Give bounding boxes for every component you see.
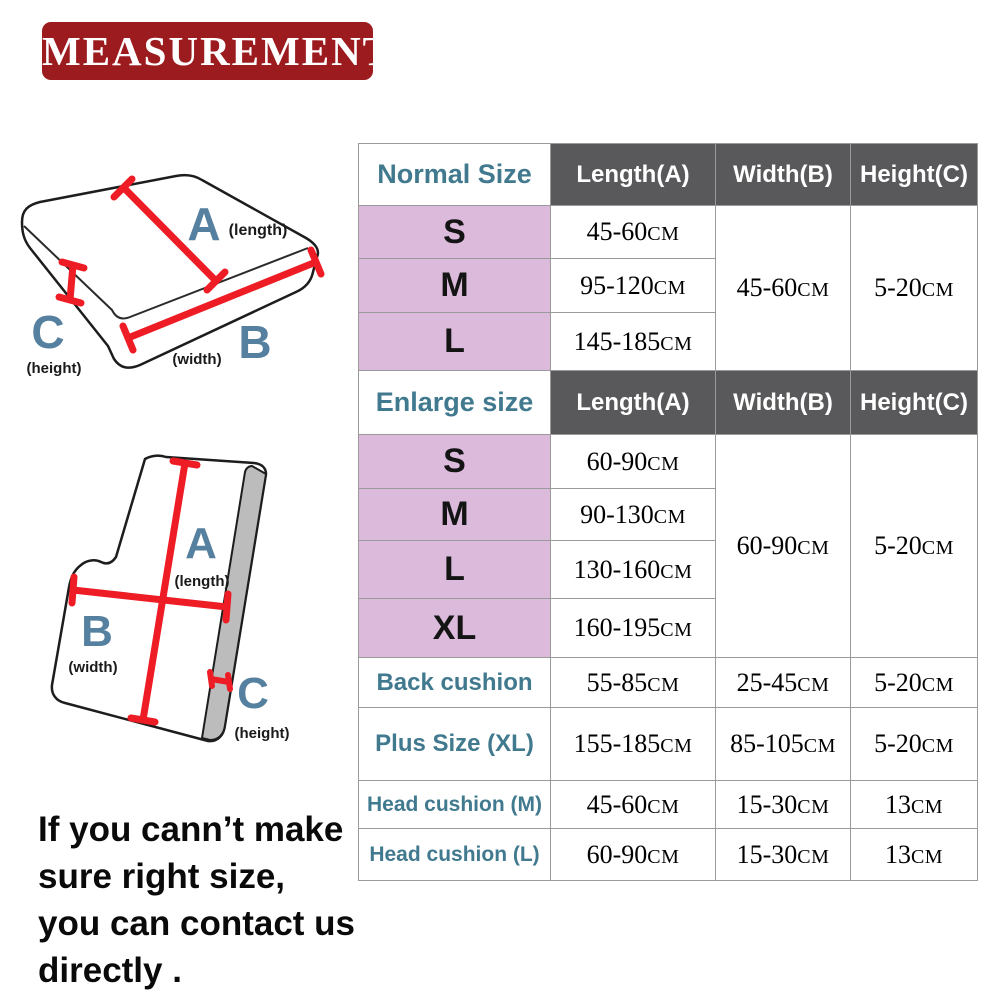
height-value-cell: 5-20CM (851, 206, 978, 371)
size-label-cell: L (359, 313, 551, 371)
size-label-cell: XL (359, 599, 551, 658)
row-label-back-cushion: Back cushion (359, 658, 551, 708)
seat-cushion-diagram (8, 150, 360, 400)
size-label-cell: S (359, 206, 551, 259)
height-value-cell: 13CM (851, 781, 978, 829)
length-value-cell: 60-90CM (551, 435, 716, 489)
note-line: If you cann’t make (38, 810, 344, 849)
col-header-width: Width(B) (716, 371, 851, 435)
length-value-cell: 45-60CM (551, 781, 716, 829)
length-value-cell: 55-85CM (551, 658, 716, 708)
col-header-length: Length(A) (551, 371, 716, 435)
length-value-cell: 145-185CM (551, 313, 716, 371)
table-row (359, 708, 978, 781)
col-header-height: Height(C) (851, 371, 978, 435)
length-value-cell: 90-130CM (551, 489, 716, 541)
width-value-cell: 60-90CM (716, 435, 851, 658)
note-line: sure right size, (38, 857, 286, 896)
note-line: directly . (38, 951, 182, 990)
table-row (359, 206, 978, 259)
col-header-length: Length(A) (551, 144, 716, 206)
seat-label-c: C (31, 306, 65, 358)
row-label-plus-size: Plus Size (XL) (359, 708, 551, 781)
size-label-cell: M (359, 489, 551, 541)
height-value-cell: 5-20CM (851, 708, 978, 781)
row-label-head-cushion-l: Head cushion (L) (359, 829, 551, 881)
back-caption-height: (height) (234, 725, 290, 742)
length-value-cell: 60-90CM (551, 829, 716, 881)
back-caption-length: (length) (174, 573, 230, 590)
measurement-title-badge: MEASUREMENT (42, 22, 373, 80)
height-value-cell: 5-20CM (851, 435, 978, 658)
table-row (359, 781, 978, 829)
back-label-c: C (237, 669, 269, 718)
size-label-cell: M (359, 259, 551, 313)
note-line: you can contact us (38, 904, 356, 943)
table-row (359, 658, 978, 708)
contact-note (38, 806, 355, 994)
size-label-cell: L (359, 541, 551, 599)
back-label-a: A (185, 519, 217, 568)
back-caption-width: (width) (68, 659, 118, 676)
width-value-cell: 25-45CM (716, 658, 851, 708)
table-row (359, 829, 978, 881)
col-header-height: Height(C) (851, 144, 978, 206)
seat-caption-height: (height) (26, 360, 82, 377)
row-label-head-cushion-m: Head cushion (M) (359, 781, 551, 829)
width-value-cell: 85-105CM (716, 708, 851, 781)
size-table (358, 143, 978, 881)
width-value-cell: 45-60CM (716, 206, 851, 371)
height-value-cell: 13CM (851, 829, 978, 881)
seat-cushion-outline (22, 175, 318, 368)
col-header-width: Width(B) (716, 144, 851, 206)
section-title-enlarge: Enlarge size (359, 371, 551, 435)
width-value-cell: 15-30CM (716, 781, 851, 829)
seat-label-a: A (187, 198, 221, 250)
length-value-cell: 45-60CM (551, 206, 716, 259)
size-label-cell: S (359, 435, 551, 489)
length-value-cell: 95-120CM (551, 259, 716, 313)
back-label-b: B (81, 607, 113, 656)
length-value-cell: 130-160CM (551, 541, 716, 599)
seat-label-b: B (238, 316, 272, 368)
width-value-cell: 15-30CM (716, 829, 851, 881)
section-title-normal: Normal Size (359, 144, 551, 206)
table-row (359, 435, 978, 489)
height-value-cell: 5-20CM (851, 658, 978, 708)
length-value-cell: 155-185CM (551, 708, 716, 781)
length-value-cell: 160-195CM (551, 599, 716, 658)
seat-caption-width: (width) (172, 351, 222, 368)
back-cushion-diagram (30, 430, 360, 770)
seat-caption-length: (length) (228, 222, 288, 239)
